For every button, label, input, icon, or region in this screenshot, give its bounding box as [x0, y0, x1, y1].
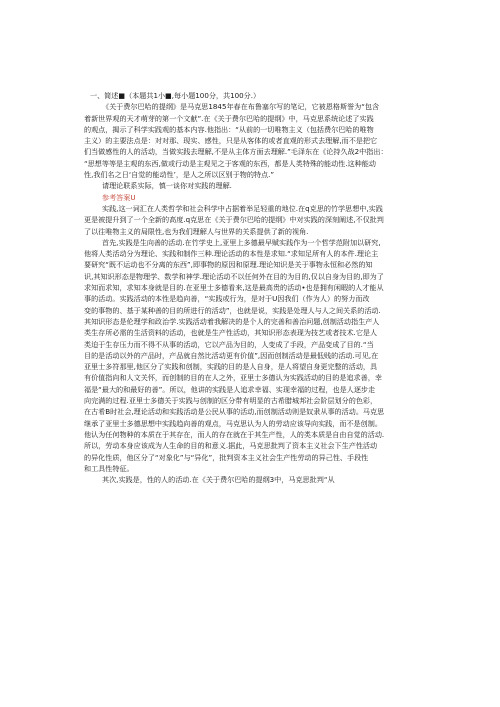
- answer-line: 的异化性质，他区分了“对象化”与“异化”，批判资本主义社会生产性劳动的异己性、手段性: [84, 452, 369, 462]
- answer-line: 他将人类活动分为理论、实践和制作三种.理论活动的本性是求知.“求知足所有人的本件.理论主: [84, 249, 379, 259]
- question-line: 着新世界观的天才萌芽的第一个文献”.在《关于费尔巴哈的提纲》中，马克思系统论述了实践: [84, 113, 374, 123]
- answer-line: 在古希B时社会,理论活动和实践活动是公民从事的活动,而创制活动则是奴隶从事的活动。马克思: [84, 407, 385, 417]
- section-heading: 一、简述■（本题共1小■,每小题100分，共100分.）: [90, 91, 261, 100]
- answer-line: 识,其知识形态是物理学、数学和神学.理论活动不以任何外在目的为目的,仅以自身为目的,即为了: [84, 271, 384, 281]
- answer-line: 事的活动。实践活动的本性是趋向善，“实践或行为，是对于U因我们（作为人）的努力而改: [84, 294, 370, 304]
- answer-line: 其知识形态是伦理学和政治学.实践活动着我解决的是个人的完善和善治问题,创制活动指生产人: [84, 316, 380, 326]
- answer-line: 亚里士多符那里,他区分了实践和创制，实践的目的是人自身，是人将望自身更完整的活动，具: [84, 362, 378, 372]
- question-block: [84, 101, 448, 180]
- question-line: 《关于费尔巴哈的提纲》是马克思1845年春在布鲁塞尔写的笔记，它被恩格斯誉为“包含: [102, 102, 380, 112]
- question-line: 性,我们名之日‘自觉的能动性’，是人之所以区别于物的特点.”: [84, 170, 275, 180]
- answer-line: 他认为任何物种的本质在于其存在，而人的存在就在于其生产性，人的类本质是自由自觉的活动.: [84, 429, 385, 439]
- answer-line: 福是“最大的和最好的善”。所以，他讲的实践是人追求幸福、实现幸福的过程，也是人逐步走: [84, 384, 376, 394]
- answer-line: 目的是活动以外的产品时，产品就自然比活动更有价值”,因而创制活动是最低贱的活动.可见,在: [84, 350, 379, 360]
- answer-line: 求知而求知，求知本身就是目的.在亚里士多德看来,这是最高贵的活动•也是拥有闲暇的人才能从: [84, 283, 384, 293]
- answer-line: 要研究“既不运动也不分离的东西”,即事物的原因和原理.理论知识是关于事物永恒和必然的知: [84, 260, 373, 270]
- answer-block: [84, 203, 448, 485]
- answer-line: 向完满的过程.亚里士多德关于实践与创制的区分带有明显的古希腊城邦社会阶层划分的色彩，: [84, 396, 378, 406]
- answer-line: 有价值指向和人文关怀，而创制的目的在人之外，亚里士多德认为实践活动的目的是追求善，幸: [84, 373, 382, 383]
- answer-line: 和工具性特征。: [84, 463, 134, 473]
- question-line: 的观点，揭示了科学实践观的基本内容.他指出：“从前的一切唯物主义（包括费尔巴哈的唯物: [84, 124, 374, 134]
- answer-line: 类迫于生存压力而不得不从事的活动，它以产品为目的，人变成了手段，产品变成了目的.“当: [84, 339, 374, 349]
- answer-line: 变的事物的、基于某种善的目的所进行的活动”，也就是说，实践是处理人与人之间关系的活动.: [84, 305, 381, 315]
- answer-line: 继承了亚里士多德思想中实践趋向善的观点，马克思认为人的劳动应该导向实践，而不是创制。: [84, 418, 382, 428]
- answer-label: 参考答案U: [102, 192, 136, 202]
- answer-line: 首先,实践是生向善的活动.在竹学史上,亚里上多德最早赋实践作为一个哲学范附加以研究,: [102, 237, 381, 247]
- answer-line: 其次,实践是，性的人的活动.在《关于费尔巴哈的提纲3中，马克思批判“从: [102, 475, 335, 485]
- question-line: 主义）的主要法点是：对对那、现实、感性，只是从客体的或者直观的形式去理解,而不是把它: [84, 136, 378, 146]
- question-prompt: 请理论联系实际，慎一谈你对实践的理解.: [102, 181, 232, 191]
- answer-line: 类生存所必需的生活资料的活动，也就是生产性活动，其知识形态表现为技艺或者技术.它是人: [84, 328, 378, 338]
- question-line: “思想等等是主观的东西,做或行动是主观见之于客观的东西，都是人类特殊的能动性.这种能动: [84, 158, 376, 168]
- answer-line: 所以，劳动本身应该成为人生命的目的和意义.据此，马克思批判了资本主义社会下生产性活动: [84, 441, 378, 451]
- answer-line: 了以往唯物主义的局限性,也为我们理解人与世界的关系提供了新的视角.: [84, 226, 309, 236]
- answer-line: 更是被提升到了一个全新的高度.q克思在《关于费尔巴哈的提纲》中对实践的深刻阐述,不仅批判: [84, 215, 384, 225]
- question-line: 们当做感性的人的活动，当做实践去理解,不是从主体方面去理解.”毛泽东在《论持久战2中指出：: [84, 147, 388, 157]
- answer-line: 实践,这一词汇在人类哲学和社会科学中占据着举足轻重的地位.在q克思的竹学思想中,实践: [102, 203, 383, 213]
